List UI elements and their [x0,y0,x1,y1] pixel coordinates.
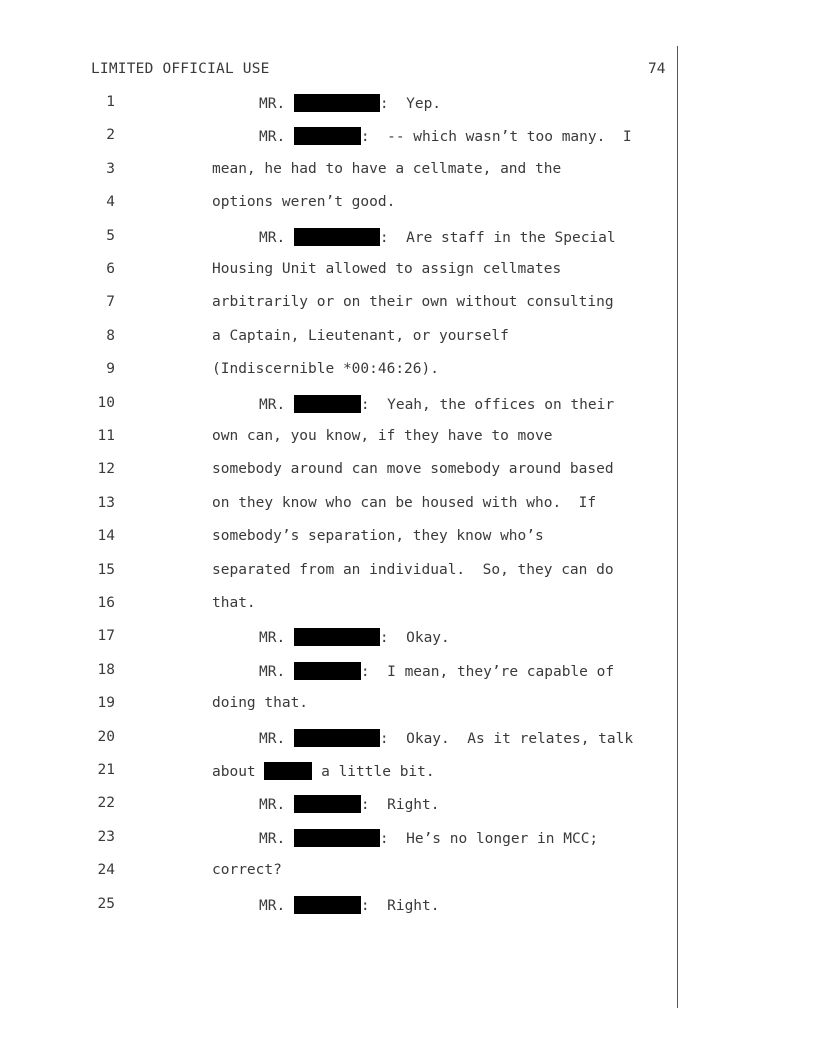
line-text [212,762,435,780]
transcript-line [0,729,816,749]
transcript-line [0,829,816,849]
redaction-block [294,228,380,246]
redaction-block [294,127,361,145]
redaction-block [294,662,361,680]
line-text: somebody around can move somebody around based [212,461,614,478]
transcript-line [0,228,816,248]
transcript-line [0,395,816,415]
redaction-block [294,729,380,747]
speech-text: : -- which wasn’t too many. I [360,129,632,146]
speech-text: : I mean, they’re capable of [360,663,615,680]
transcript-line [0,94,816,114]
speaker-prefix: about [212,764,265,780]
line-number: 9 [106,361,115,378]
line-text [259,228,616,246]
line-text [259,127,632,145]
line-text [259,395,614,413]
transcript-line [0,294,816,314]
line-text: Housing Unit allowed to assign cellmates [212,261,562,277]
transcript-line [0,862,816,882]
line-text: somebody’s separation, they know who’s [212,528,544,545]
line-number: 2 [106,127,115,144]
line-text [259,896,440,914]
transcript-line [0,695,816,715]
redaction-block [294,896,361,914]
redaction-block [294,829,380,847]
redaction-block [294,395,361,413]
line-number: 20 [97,728,115,745]
line-text [259,729,633,747]
speech-text: : He’s no longer in MCC; [379,830,599,847]
line-text: arbitrarily or on their own without consulting [212,294,614,311]
transcript-line [0,461,816,481]
speech-text: : Yep. [379,96,442,112]
line-number: 17 [97,628,115,645]
transcript-line [0,161,816,181]
line-text: separated from an individual. So, they can do [212,561,614,578]
transcript-line [0,194,816,214]
line-number: 23 [97,828,115,845]
line-number: 12 [97,461,115,478]
line-text: (Indiscernible *00:46:26). [212,361,439,378]
line-text [259,795,440,813]
line-number: 6 [106,261,115,277]
line-number: 24 [97,862,115,879]
speaker-prefix: MR. [259,229,294,246]
line-number: 8 [106,327,115,344]
line-text: mean, he had to have a cellmate, and the [212,160,562,177]
transcript-line [0,595,816,615]
line-text: doing that. [212,695,309,712]
line-text [259,662,614,680]
line-number: 14 [97,528,115,545]
redaction-block [294,94,380,112]
line-number: 7 [106,294,115,311]
speech-text: : Are staff in the Special [379,229,616,246]
line-text: on they know who can be housed with who. If [212,494,597,511]
line-number: 21 [97,762,115,778]
line-number: 5 [106,227,115,244]
transcript-line [0,428,816,448]
speaker-prefix: MR. [259,897,294,914]
transcript-line [0,328,816,348]
page-number: 74 [648,61,666,77]
speech-text: : Right. [360,897,440,914]
line-number: 11 [97,428,115,444]
line-number: 4 [106,194,115,211]
speech-text: : Okay. [379,630,450,647]
line-number: 1 [106,94,115,110]
line-text [259,829,598,847]
line-number: 10 [97,394,115,411]
transcript-line [0,361,816,381]
speaker-prefix: MR. [259,663,294,680]
line-text: own can, you know, if they have to move [212,428,553,444]
transcript-line [0,528,816,548]
line-number: 19 [97,695,115,712]
speaker-prefix: MR. [259,96,294,112]
speaker-prefix: MR. [259,129,294,146]
line-number: 25 [97,895,115,912]
speaker-prefix: MR. [259,730,294,747]
speech-text: : Right. [360,797,440,814]
speaker-prefix: MR. [259,396,294,413]
redaction-block [264,762,312,780]
redaction-block [294,795,361,813]
line-number: 18 [97,661,115,678]
speech-text: : Yeah, the offices on their [360,396,615,413]
transcript-line [0,795,816,815]
line-number: 16 [97,595,115,611]
line-text: that. [212,595,256,611]
transcript-line [0,628,816,648]
line-number: 22 [97,795,115,812]
transcript-line [0,127,816,147]
transcript-line [0,495,816,515]
transcript-line [0,896,816,916]
speaker-prefix: MR. [259,630,294,647]
speaker-prefix: MR. [259,797,294,814]
line-text: correct? [212,862,282,879]
line-text: a Captain, Lieutenant, or yourself [212,327,509,344]
speech-text: a little bit. [312,764,435,780]
speech-text: : Okay. As it relates, talk [379,730,634,747]
line-number: 13 [97,494,115,511]
line-text: options weren’t good. [212,194,396,211]
page-header-classification: LIMITED OFFICIAL USE [91,61,270,77]
redaction-block [294,628,380,646]
speaker-prefix: MR. [259,830,294,847]
transcript-line [0,261,816,281]
transcript-line [0,562,816,582]
line-number: 3 [106,160,115,177]
line-text [259,94,441,112]
transcript-line [0,662,816,682]
transcript-line [0,762,816,782]
line-text [259,628,450,646]
line-number: 15 [97,561,115,578]
